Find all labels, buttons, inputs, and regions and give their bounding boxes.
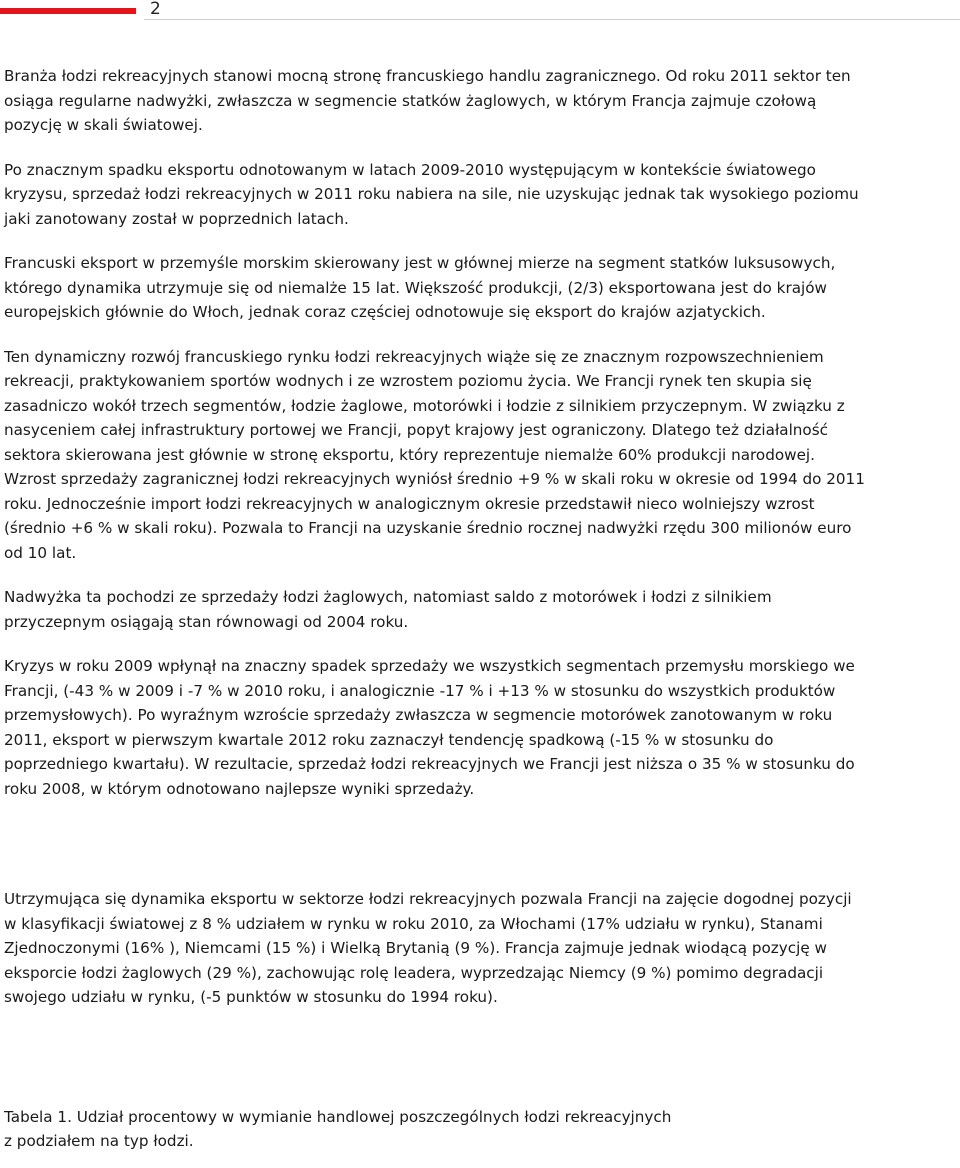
header-rule — [144, 19, 960, 20]
table-caption: Tabela 1. Udział procentowy w wymianie handlowej poszczególnych łodzi rekreacyjnych z podziałem na typ łodzi. — [4, 1107, 672, 1150]
page-header — [0, 0, 960, 24]
paragraph-surplus: Nadwyżka ta pochodzi ze sprzedaży łodzi żaglowych, natomiast saldo z motorówek i łodzi z silnikiem przyczepnym osiągają stan równowagi od 2004 roku. — [4, 588, 772, 631]
page-number: 2 — [150, 0, 161, 19]
document-body — [4, 64, 956, 1154]
paragraph-market-development: Ten dynamiczny rozwój francuskiego rynku łodzi rekreacyjnych wiąże się ze znacznym rozpowszechnieniem rekreacji, praktykowaniem sportów wodnych i ze wzrostem poziomu życia. We Francji rynek ten skupia się zasadniczo wokół trzech segmentów, łodzie żaglowe, motorówki i łodzie z silnikiem przyczepnym. W związku z nasyceniem całej infrastruktury portowej we Francji, popyt krajowy jest ograniczony. Dlatego też działalność sektora skierowana jest głównie w stronę eksportu, który reprezentuje niemalże 60% produkcji narodowej. Wzrost sprzedaży zagranicznej łodzi rekreacyjnych wyniósł średnio +9 % w skali roku w okresie od 1994 do 2011 roku. Jednocześnie import łodzi rekreacyjnych w analogicznym okresie przedstawił nieco wolniejszy wzrost (średnio +6 % w skali roku). Pozwala to Francji na uzyskanie średnio rocznej nadwyżki rzędu 300 milionów euro od 10 lat. — [4, 347, 865, 562]
header-accent-bar — [0, 8, 136, 14]
paragraph-intro: Branża łodzi rekreacyjnych stanowi mocną stronę francuskiego handlu zagranicznego. Od roku 2011 sektor ten osiąga regularne nadwyżki, zwłaszcza w segmencie statków żaglowych, w którym Francja zajmuje czołową pozycję w skali światowej. — [4, 67, 851, 134]
paragraph-crisis-2009: Kryzys w roku 2009 wpłynął na znaczny spadek sprzedaży we wszystkich segmentach przemysłu morskiego we Francji, (-43 % w 2009 i -7 % w 2010 roku, i analogicznie -17 % i +13 % w stosunku do wszystkich produktów przemysłowych). Po wyraźnym wzroście sprzedaży zwłaszcza w segmencie motorówek zanotowanym w roku 2011, eksport w pierwszym kwartale 2012 roku zaznaczył tendencję spadkową (-15 % w stosunku do poprzedniego kwartału). W rezultacie, sprzedaż łodzi rekreacyjnych we Francji jest niższa o 35 % w stosunku do roku 2008, w którym odnotowano najlepsze wyniki sprzedaży. — [4, 657, 855, 798]
paragraph-export-decline: Po znacznym spadku eksportu odnotowanym w latach 2009-2010 występującym w kontekście światowego kryzysu, sprzedaż łodzi rekreacyjnych w 2011 roku nabiera na sile, nie uzyskując jednak tak wysokiego poziomu jaki zanotowany został w poprzednich latach. — [4, 160, 859, 228]
paragraph-luxury-segment: Francuski eksport w przemyśle morskim skierowany jest w głównej mierze na segment statków luksusowych, którego dynamika utrzymuje się od niemalże 15 lat. Większość produkcji, (2/3) eksportowana jest do krajów europejskich głównie do Włoch, jednak coraz częściej odnotowuje się eksport do krajów azjatyckich. — [4, 254, 836, 321]
paragraph-world-ranking: Utrzymująca się dynamika eksportu w sektorze łodzi rekreacyjnych pozwala Francji na zajęcie dogodnej pozycji w klasyfikacji światowej z 8 % udziałem w rynku w roku 2010, za Włochami (17% udziału w rynku), Stanami Zjednoczonymi (16% ), Niemcami (15 %) i Wielką Brytanią (9 %). Francja zajmuje jednak wiodącą pozycję w eksporcie łodzi żaglowych (29 %), zachowując rolę leadera, wyprzedzając Niemcy (9 %) pomimo degradacji swojego udziału w rynku, (-5 punktów w stosunku do 1994 roku). — [4, 890, 852, 1006]
